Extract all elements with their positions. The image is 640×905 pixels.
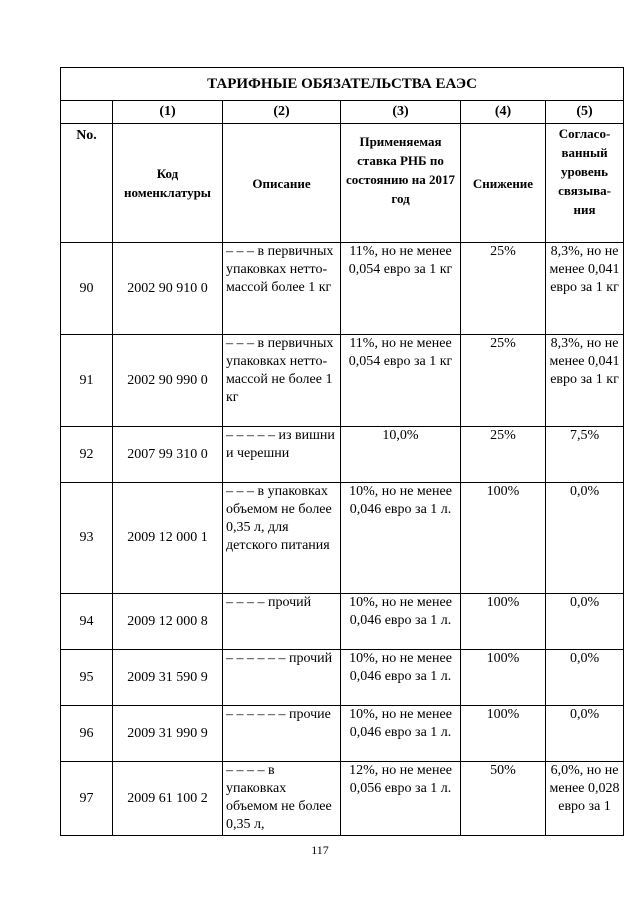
row-reduction: 50% [461,762,546,836]
row-code: 2009 61 100 2 [113,762,223,836]
row-no: 97 [61,762,113,836]
row-description: – – – – – – прочий [223,650,341,706]
row-no: 91 [61,335,113,427]
row-level: 7,5% [546,427,624,483]
row-no: 90 [61,243,113,335]
row-reduction: 25% [461,427,546,483]
row-level: 8,3%, но не менее 0,041 евро за 1 кг [546,243,624,335]
row-level: 6,0%, но не менее 0,028 евро за 1 [546,762,624,836]
row-level: 0,0% [546,706,624,762]
row-level: 0,0% [546,483,624,594]
header-code: Код номенклатуры [113,124,223,243]
row-reduction: 100% [461,650,546,706]
table-row [61,335,624,427]
table-row [61,706,624,762]
column-number-1: (1) [113,101,223,124]
row-reduction: 100% [461,706,546,762]
row-description: – – – – прочий [223,594,341,650]
table-row [61,650,624,706]
header-level: Согласо-ванный уровень связыва-ния [546,124,624,243]
row-description: – – – в первичных упаковках нетто-массой не более 1 кг [223,335,341,427]
row-no: 93 [61,483,113,594]
page-number: 117 [311,843,329,857]
row-description: – – – в первичных упаковках нетто-массой более 1 кг [223,243,341,335]
row-rate: 10%, но не менее 0,046 евро за 1 л. [341,483,461,594]
row-reduction: 25% [461,335,546,427]
row-no: 94 [61,594,113,650]
row-code: 2007 99 310 0 [113,427,223,483]
table-title: ТАРИФНЫЕ ОБЯЗАТЕЛЬСТВА ЕАЭС [61,68,624,101]
row-code: 2009 12 000 8 [113,594,223,650]
tariff-table [60,67,624,836]
column-number-empty [61,101,113,124]
table-row [61,427,624,483]
column-number-3: (3) [341,101,461,124]
table-row [61,483,624,594]
row-rate: 11%, но не менее 0,054 евро за 1 кг [341,335,461,427]
row-rate: 10,0% [341,427,461,483]
row-description: – – – – в упаковках объемом не более 0,35 л, [223,762,341,836]
header-rate: Применяемая ставка РНБ по состоянию на 2017 год [341,124,461,243]
row-code: 2002 90 910 0 [113,243,223,335]
row-reduction: 25% [461,243,546,335]
row-rate: 10%, но не менее 0,046 евро за 1 л. [341,594,461,650]
table-row [61,243,624,335]
row-description: – – – – – – прочие [223,706,341,762]
row-description: – – – – – из вишни и черешни [223,427,341,483]
row-no: 92 [61,427,113,483]
row-rate: 12%, но не менее 0,056 евро за 1 л. [341,762,461,836]
column-number-4: (4) [461,101,546,124]
header-no: No. [61,124,113,243]
column-number-2: (2) [223,101,341,124]
row-code: 2002 90 990 0 [113,335,223,427]
row-rate: 10%, но не менее 0,046 евро за 1 л. [341,650,461,706]
row-reduction: 100% [461,483,546,594]
row-rate: 10%, но не менее 0,046 евро за 1 л. [341,706,461,762]
row-code: 2009 12 000 1 [113,483,223,594]
header-description: Описание [223,124,341,243]
row-no: 95 [61,650,113,706]
row-code: 2009 31 590 9 [113,650,223,706]
row-level: 0,0% [546,594,624,650]
row-code: 2009 31 990 9 [113,706,223,762]
row-level: 8,3%, но не менее 0,041 евро за 1 кг [546,335,624,427]
row-description: – – – в упаковках объемом не более 0,35 л, для детского питания [223,483,341,594]
row-no: 96 [61,706,113,762]
row-reduction: 100% [461,594,546,650]
header-reduction: Снижение [461,124,546,243]
table-row [61,594,624,650]
row-level: 0,0% [546,650,624,706]
row-rate: 11%, но не менее 0,054 евро за 1 кг [341,243,461,335]
table-row [61,762,624,836]
column-number-5: (5) [546,101,624,124]
